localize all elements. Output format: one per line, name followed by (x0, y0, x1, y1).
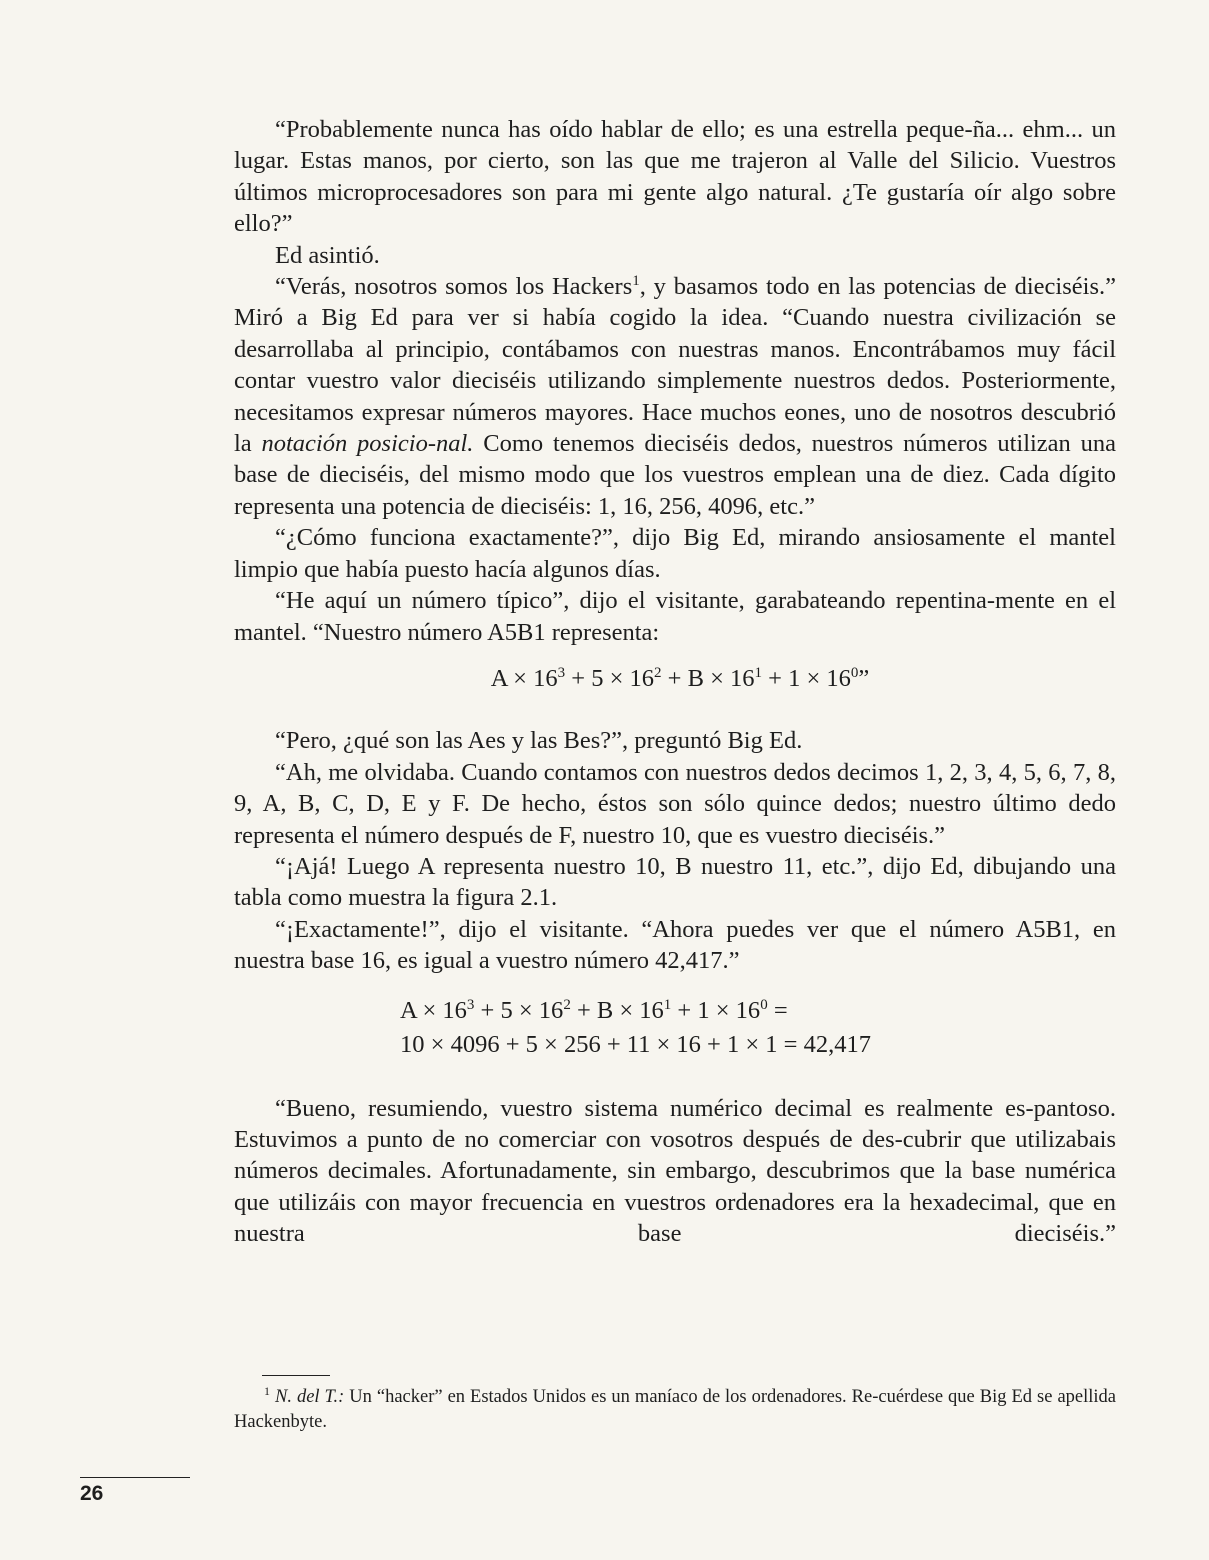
paragraph-9: “¡Exactamente!”, dijo el visitante. “Ahora puedes ver que el número A5B1, en nuestra base 16, es igual a vuestro número 42,417.” (234, 915, 1116, 975)
footnote-marker: 1 (264, 1384, 270, 1398)
paragraph-10: “Bueno, resumiendo, vuestro sistema numérico decimal es realmente es-pantoso. Estuvimos a punto de no comerciar con vosotros después de des-cubrir que utilizabais números decimales. Afortunadamente, sin embargo, descubrimos que la base numérica que utilizáis con mayor frecuencia en vuestros ordenadores era la hexadecimal, que en nuestra base dieciséis.” (234, 1094, 1116, 1248)
formula-term: + 1 × 16 (671, 996, 761, 1024)
formula-term: + 1 × 16 (762, 664, 851, 692)
paragraph-3-text-c: Como tenemos dieciséis dedos, nuestros números utilizan una base de dieciséis, del mismo modo que los vuestros emplean una de diez. Cada dígito representa una potencia de dieciséis: 1, 16, 256, 4096, etc.” (234, 430, 1116, 520)
formula-term: ” (858, 664, 870, 692)
footnote-label: N. del T.: (275, 1387, 345, 1407)
paragraph-8: “¡Ajá! Luego A representa nuestro 10, B nuestro 11, etc.”, dijo Ed, dibujando una tabla como muestra la figura 2.1. (234, 852, 1116, 912)
formula-term: + 5 × 16 (474, 996, 564, 1024)
paragraph-3-text-b: , y basamos todo en las potencias de dieciséis.” Miró a Big Ed para ver si había cogido la idea. “Cuando nuestra civilización se desarrollaba al principio, contábamos con nuestras manos. Encontrábamos muy fácil contar vuestro valor dieciséis utilizando simplemente nuestros dedos. Posteriormente, necesitamos expresar números mayores. Hace muchos eones, uno de nosotros descubrió la (234, 273, 1116, 458)
paragraph-2: Ed asintió. (275, 241, 380, 269)
formula-exponent: 2 (563, 996, 571, 1013)
footnote-text: Un “hacker” en Estados Unidos es un maníaco de los ordenadores. Re-cuérdese que Big Ed se apellida Hackenbyte. (234, 1387, 1116, 1432)
formula-line-1 (400, 994, 1116, 1028)
page-body (234, 114, 1116, 1250)
formula-term: + 5 × 16 (565, 664, 655, 692)
formula-exponent: 3 (466, 996, 475, 1013)
formula-exponent: 2 (654, 664, 662, 681)
formula-term: = (767, 996, 788, 1024)
formula-conversion (400, 994, 1116, 1062)
page-number-divider (80, 1477, 190, 1478)
paragraph-5: “He aquí un número típico”, dijo el visitante, garabateando repentina-mente en el mantel. “Nuestro número A5B1 representa: (234, 587, 1116, 646)
formula-term: A × 16 (400, 996, 467, 1024)
formula-term: A × 16 (490, 664, 558, 692)
paragraph-4: “¿Cómo funciona exactamente?”, dijo Big Ed, mirando ansiosamente el mantel limpio que había puesto hacía algunos días. (234, 524, 1116, 583)
formula-exponent: 0 (760, 996, 768, 1013)
paragraph-3-text-a: “Verás, nosotros somos los Hackers (275, 273, 633, 301)
footnote-divider (262, 1375, 330, 1376)
formula-exponent: 1 (663, 996, 672, 1013)
italic-term: notación posicio-nal. (261, 430, 474, 458)
formula-line-2: 10 × 4096 + 5 × 256 + 11 × 16 + 1 × 1 = 42,417 (400, 1030, 872, 1058)
formula-exponent: 3 (557, 664, 566, 681)
paragraph-7: “Ah, me olvidaba. Cuando contamos con nuestros dedos decimos 1, 2, 3, 4, 5, 6, 7, 8, 9, A, B, C, D, E y F. De hecho, éstos son sólo quince dedos; nuestro último dedo representa el número después de F, nuestro 10, que es vuestro dieciséis.” (234, 758, 1116, 849)
footnote-reference: 1 (632, 273, 640, 290)
page-number: 26 (80, 1482, 104, 1505)
formula-exponent: 1 (754, 664, 763, 681)
formula-term: + B × 16 (570, 996, 664, 1024)
formula-a5b1 (234, 663, 1116, 694)
footnote (234, 1385, 1116, 1435)
paragraph-3 (234, 271, 1116, 522)
paragraph-6: “Pero, ¿qué son las Aes y las Bes?”, preguntó Big Ed. (275, 727, 803, 755)
paragraph-1: “Probablemente nunca has oído hablar de ello; es una estrella peque-ña... ehm... un lugar. Estas manos, por cierto, son las que me trajeron al Valle del Silicio. Vuestros últimos microprocesadores son para mi gente algo natural. ¿Te gustaría oír algo sobre ello?” (234, 116, 1116, 238)
formula-exponent: 0 (850, 664, 859, 681)
formula-term: + B × 16 (661, 664, 755, 692)
